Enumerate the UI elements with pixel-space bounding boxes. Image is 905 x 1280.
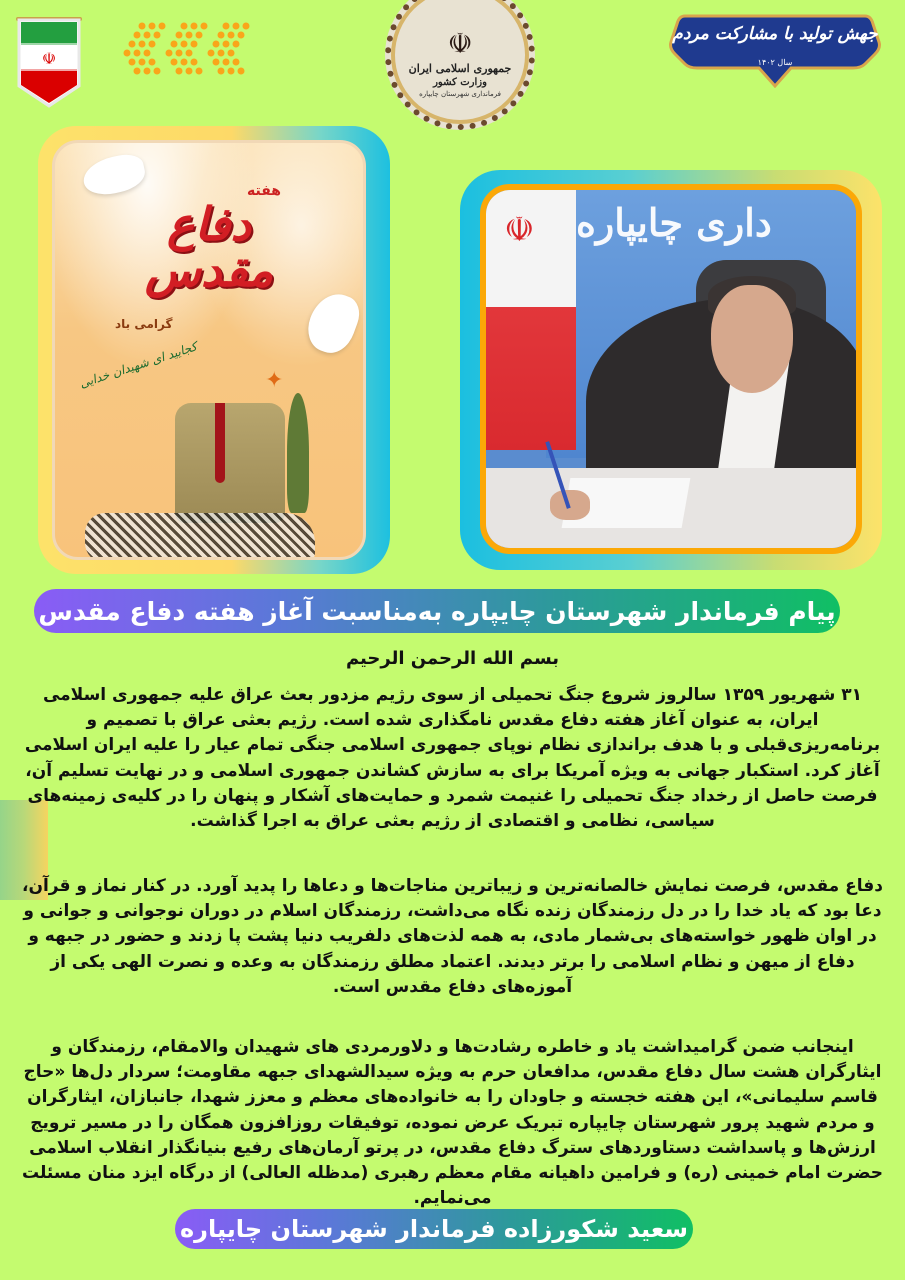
governor-photo xyxy=(480,184,862,554)
banner-subtitle: سال ۱۴۰۲ xyxy=(757,58,793,67)
iran-emblem-icon: ☫ xyxy=(447,27,473,60)
signature: سعید شکورزاده فرماندار شهرستان چایپاره xyxy=(175,1209,693,1249)
poster-title: دفاع مقدس xyxy=(144,197,274,297)
ministry-emblem xyxy=(385,0,535,125)
dove-icon xyxy=(301,287,365,359)
message-paragraph-3: اینجانب ضمن گرامیداشت یاد و خاطره رشادت‌ها و دلاورمردی های شهیدان والامقام، رزمندگان و ایثارگران هشت سال دفاع مقدس، مدافعان حرم به ویژه سیدالشهدای جبهه مقاومت؛ سردار دل‌ها «حاج قاسم سلیمانی»، این هفته خجسته و جاودان را به خانواده‌های معظم و معزز شهدا، جانبازان، ایثارگران و مردم شهید پرور شهرستان چایپاره تبریک عرض نموده، توفیقات روزافزون همگان را در مسیر ترویج ارزش‌ها و پاسداشت دستاوردهای سترگ دفاع مقدس، در پرتو آرمان‌های رفیع بنیانگذار انقلاب اسلامی حضرت امام خمینی (ره) و فرامین داهیانه مقام معظم رهبری (مدظله العالی) از درگاه ایزد منان مسئلت می‌نمایم. xyxy=(21,1037,884,1209)
poster-frame xyxy=(38,126,390,574)
keffiyeh-scarf xyxy=(85,513,315,560)
poster-week-label: هفته xyxy=(247,183,281,199)
photo-frame xyxy=(460,170,882,570)
poster-calligraphy: کجایید ای شهیدان خدایی xyxy=(77,339,199,391)
banner-title: جهش تولید با مشارکت مردم xyxy=(672,24,878,44)
photo-person-head xyxy=(711,285,793,393)
bismillah-heading: بسم الله الرحمن الرحیم xyxy=(345,648,560,669)
photo-flag xyxy=(486,190,576,450)
message-paragraph-1: ۳۱ شهریور ۱۳۵۹ سالروز شروع جنگ تحمیلی از سوی رژیم مزدور بعث عراق علیه جمهوری اسلامی ایران، به عنوان آغاز هفته دفاع مقدس نامگذاری شده است. رژیم بعثی عراق با تصمیم و برنامه‌ریزی‌قبلی و با هدف براندازی نظام نوپای جمهوری اسلامی جنگی تمام عیار را علیه ایران اسلامی آغاز کرد. استکبار جهانی به ویژه آمریکا برای به سازش کشاندن جمهوری اسلامی و در نهایت تسلیم آن، فرصت حاصل از رخداد جنگ تحمیلی را غنیمت شمرد و حمایت‌های آشکار و پنهان را در کلیه‌ی زمینه‌های سیاسی، نظامی و اقتصادی از رژیم بعثی عراق به اجرا گذاشت. xyxy=(24,685,881,832)
emblem-line-2: وزارت کشور xyxy=(433,77,487,88)
sacred-defense-poster xyxy=(52,140,366,560)
poster-subtitle: گرامی باد xyxy=(115,317,173,331)
dove-icon xyxy=(80,151,148,199)
canteen-illustration xyxy=(175,403,285,523)
page-title: پیام فرماندار شهرستان چایپاره به‌مناسبت آغاز هفته دفاع مقدس xyxy=(34,589,840,633)
cypress-tree xyxy=(287,393,309,513)
svg-text:☫: ☫ xyxy=(41,49,57,68)
slogan-banner xyxy=(665,10,885,88)
dot-chevrons-icon xyxy=(122,20,252,80)
photo-wall-text: داری چایپاره xyxy=(576,200,772,245)
butterfly-icon: ✦ xyxy=(265,368,284,393)
emblem-line-3: فرمانداری شهرستان چایپاره xyxy=(419,90,501,98)
iran-emblem-icon: ☫ xyxy=(504,210,535,250)
message-paragraph-2: دفاع مقدس، فرصت نمایش خالصانه‌ترین و زیباترین مناجات‌ها و دعاها را پدید آورد. در کنار نماز و قرآن، دعا بود که یاد خدا را در دل رزمندگان زنده نگاه می‌داشت، رزمندگان اسلام در دوران نوجوانی و جوانی و در اوان ظهور خواسته‌های بی‌شمار مادی، به همه لذت‌های دلفریب دنیا پشت پا زدند و حضور در جبهه و دفاع از میهن و نظام اسلامی را برتر دیدند. اعتماد مطلق رزمندگان به وعده و نصرت الهی یکی از آموزه‌های دفاع مقدس است. xyxy=(22,876,883,997)
iran-flag-pennant-icon xyxy=(14,14,84,109)
emblem-line-1: جمهوری اسلامی ایران xyxy=(408,62,512,75)
